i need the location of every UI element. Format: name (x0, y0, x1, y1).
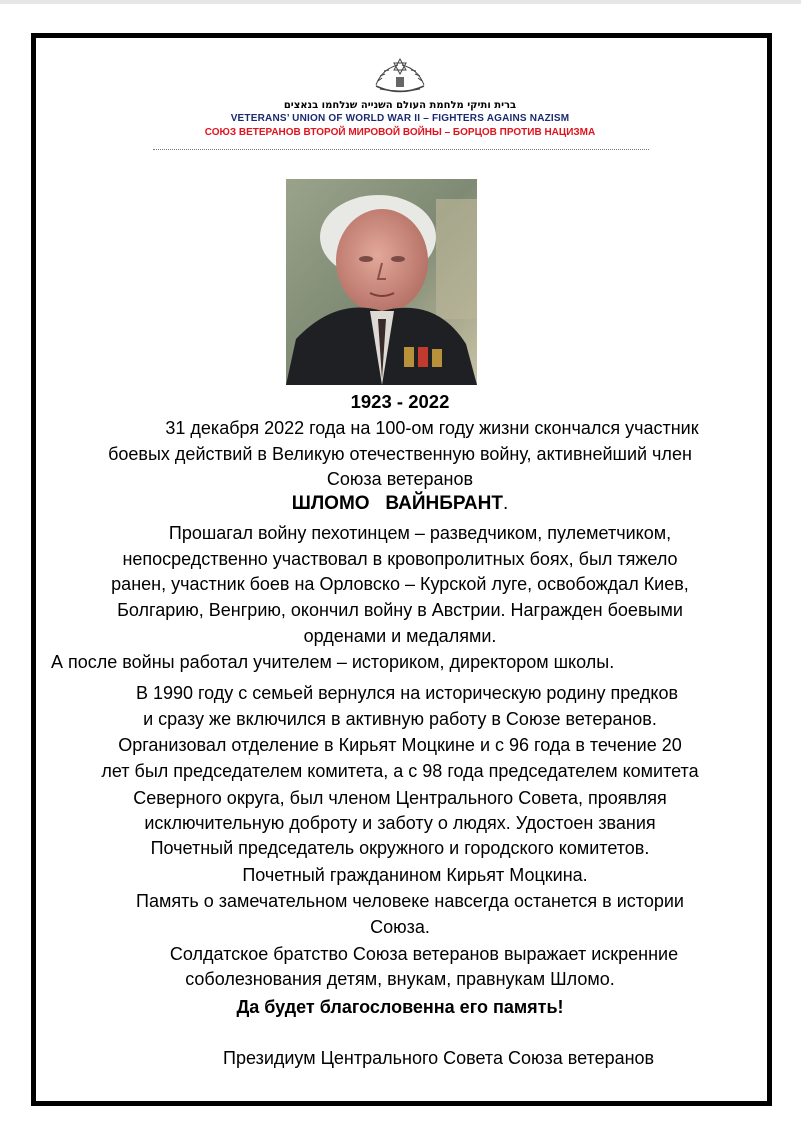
deceased-name (40, 493, 760, 515)
top-edge (0, 0, 801, 4)
life-years: 1923 - 2022 (350, 391, 450, 412)
intro-line-3: Союза ветеранов (326, 469, 474, 489)
body-line-5: орденами и медалями. (303, 626, 497, 646)
body-line-6: А после войны работал учителем – историком, директором школы. (51, 652, 615, 672)
body-line-9: Организовал отделение в Кирьят Моцкине и с 96 года в течение 20 (118, 735, 682, 755)
header-divider (153, 149, 649, 150)
body-line-16: Союза. (370, 917, 430, 937)
header-hebrew: ברית ותיקי מלחמת העולם השנייה שנלחמו בנאצים (283, 100, 517, 111)
body-line-10: лет был председателем комитета, а с 98 года председателем комитета (101, 761, 699, 781)
body-line-14: Почетный гражданином Кирьят Моцкина. (242, 865, 588, 885)
body-line-18: соболезнования детям, внукам, правнукам Шломо. (185, 969, 615, 989)
body-line-2: непосредственно участвовал в кровопролитных боях, был тяжело (122, 549, 678, 569)
header-english: VETERANS’ UNION OF WORLD WAR II – FIGHTERS AGAINS NAZISM (230, 113, 570, 124)
body-line-17: Солдатское братство Союза ветеранов выражает искренние (169, 944, 679, 964)
blessing: Да будет благословенна его память! (236, 997, 564, 1017)
portrait-photo (286, 179, 477, 385)
body-line-7: В 1990 году с семьей вернулся на историческую родину предков (135, 683, 679, 703)
header-russian: СОЮЗ ВЕТЕРАНОВ ВТОРОЙ МИРОВОЙ ВОЙНЫ – БОРЦОВ ПРОТИВ НАЦИЗМА (204, 127, 596, 138)
body-line-13: Почетный председатель окружного и городского комитетов. (150, 838, 650, 858)
name-text: ШЛОМО ВАЙНБРАНТ (291, 493, 503, 514)
body-line-12: исключительную доброту и заботу о людях. Удостоен звания (144, 813, 656, 833)
body-line-8: и сразу же включился в активную работу в Союзе ветеранов. (143, 709, 657, 729)
body-line-1: Прошагал войну пехотинцем – разведчиком, пулеметчиком, (168, 523, 672, 543)
body-line-15: Память о замечательном человеке навсегда останется в истории (136, 891, 684, 911)
body-line-3: ранен, участник боев на Орловско – Курской луге, освобождал Киев, (111, 574, 689, 594)
body-line-11: Северного округа, был членом Центрального Совета, проявляя (133, 788, 667, 808)
body-line-4: Болгарию, Венгрию, окончил войну в Австрии. Награжден боевыми (117, 600, 683, 620)
intro-line-1: 31 декабря 2022 года на 100-ом году жизни скончался участник (165, 418, 699, 438)
star-of-david-wreath-emblem-icon (368, 55, 432, 99)
signature: Президиум Центрального Совета Союза ветеранов (223, 1048, 655, 1068)
name-suffix: . (502, 493, 509, 514)
intro-line-2: боевых действий в Великую отечественную войну, активнейший член (108, 444, 692, 464)
